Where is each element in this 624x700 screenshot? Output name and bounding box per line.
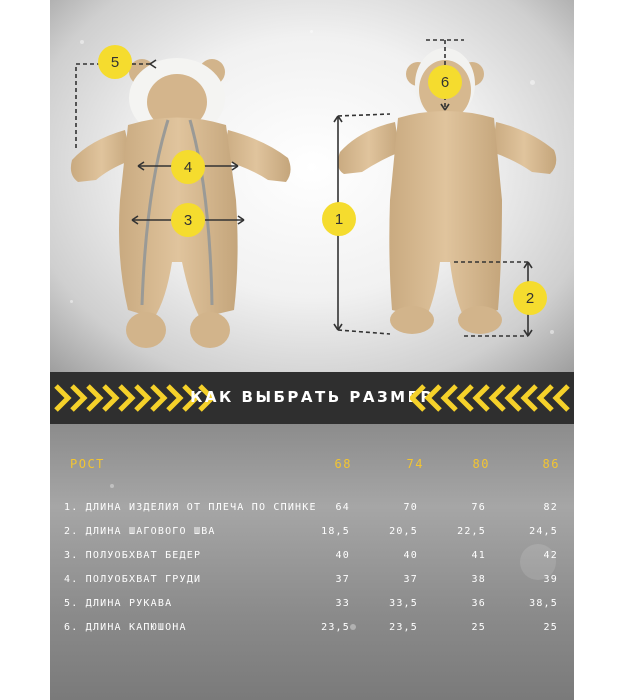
table-cell: 76 bbox=[471, 502, 486, 513]
table-cell: 22,5 bbox=[457, 526, 486, 537]
table-row-label: 2. ДЛИНА ШАГОВОГО ШВА bbox=[64, 526, 216, 537]
table-row-label: 5. ДЛИНА РУКАВА bbox=[64, 598, 173, 609]
table-header-size: 74 bbox=[406, 457, 424, 471]
front-jumpsuit-image bbox=[71, 58, 291, 348]
table-cell: 70 bbox=[403, 502, 418, 513]
measure-badge-1: 1 bbox=[322, 202, 356, 236]
chevron-right-decoration bbox=[410, 382, 570, 414]
table-cell: 20,5 bbox=[389, 526, 418, 537]
table-cell: 25 bbox=[543, 622, 558, 633]
table-cell: 23,5 bbox=[389, 622, 418, 633]
table-row-label: 6. ДЛИНА КАПЮШОНА bbox=[64, 622, 187, 633]
table-cell: 64 bbox=[335, 502, 350, 513]
measure-badge-3: 3 bbox=[171, 203, 205, 237]
table-cell: 23,5 bbox=[321, 622, 350, 633]
size-table bbox=[50, 424, 574, 700]
table-cell: 18,5 bbox=[321, 526, 350, 537]
measure-badge-4: 4 bbox=[171, 150, 205, 184]
measure-badge-2: 2 bbox=[513, 281, 547, 315]
table-cell: 39 bbox=[543, 574, 558, 585]
table-cell: 41 bbox=[471, 550, 486, 561]
table-header-label: РОСТ bbox=[70, 457, 105, 471]
table-row-label: 4. ПОЛУОБХВАТ ГРУДИ bbox=[64, 574, 202, 585]
size-guide-canvas bbox=[50, 0, 574, 700]
table-cell: 40 bbox=[335, 550, 350, 561]
table-cell: 38 bbox=[471, 574, 486, 585]
table-cell: 38,5 bbox=[529, 598, 558, 609]
table-cell: 33 bbox=[335, 598, 350, 609]
table-header-size: 86 bbox=[542, 457, 560, 471]
table-cell: 25 bbox=[471, 622, 486, 633]
table-cell: 37 bbox=[403, 574, 418, 585]
table-cell: 36 bbox=[471, 598, 486, 609]
table-cell: 24,5 bbox=[529, 526, 558, 537]
table-cell: 82 bbox=[543, 502, 558, 513]
table-row-label: 1. ДЛИНА ИЗДЕЛИЯ ОТ ПЛЕЧА ПО СПИНКЕ bbox=[64, 502, 317, 513]
measure-badge-6: 6 bbox=[428, 65, 462, 99]
table-row-label: 3. ПОЛУОБХВАТ БЕДЕР bbox=[64, 550, 202, 561]
product-photo-area bbox=[50, 0, 574, 372]
table-cell: 33,5 bbox=[389, 598, 418, 609]
banner-title: КАК ВЫБРАТЬ РАЗМЕР bbox=[190, 388, 434, 406]
section-banner bbox=[50, 372, 574, 424]
table-cell: 37 bbox=[335, 574, 350, 585]
table-header-size: 80 bbox=[472, 457, 490, 471]
table-cell: 42 bbox=[543, 550, 558, 561]
measure-badge-5: 5 bbox=[98, 45, 132, 79]
table-cell: 40 bbox=[403, 550, 418, 561]
table-header-size: 68 bbox=[334, 457, 352, 471]
